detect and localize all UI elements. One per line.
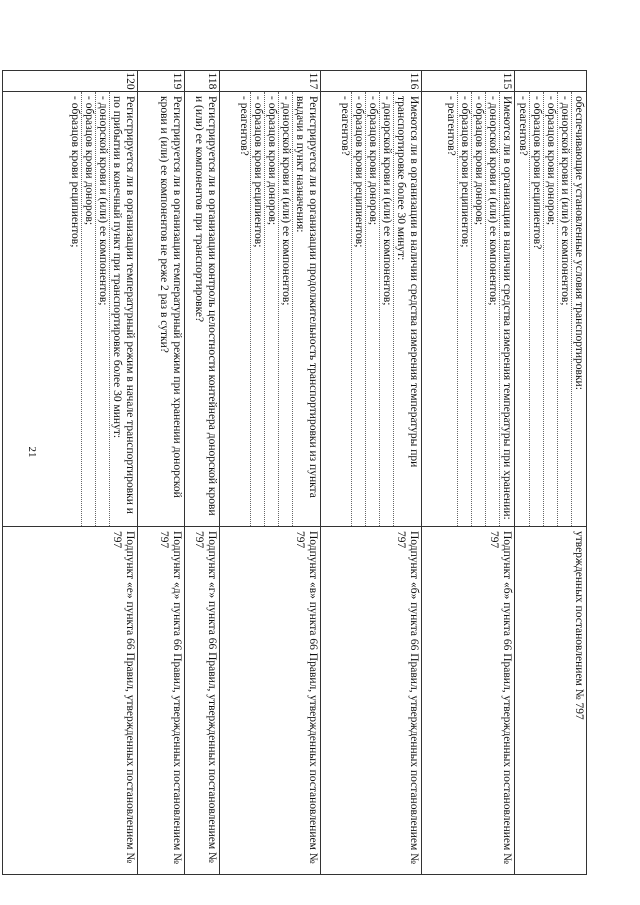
sub-item: - донорской крови и (или) ее компонентов;: [96, 92, 110, 526]
question-text: Имеются ли в организации в наличии средства измерения температуры при транспортировке более 30 минут:: [395, 96, 420, 468]
sub-item: - донорской крови и (или) ее компонентов;: [486, 92, 500, 526]
legal-basis-cell: Подпункт «д» пункта 66 Правил, утвержденных постановлением № 797: [138, 527, 185, 875]
table-row: [515, 71, 587, 875]
page-number: 21: [26, 446, 38, 458]
sub-item: - образцов крови реципиентов;: [251, 92, 265, 526]
table-row: [220, 71, 321, 875]
table-row: [185, 71, 220, 875]
sub-item: - донорской крови и (или) ее компонентов;: [380, 92, 394, 526]
sub-item: - образцов крови доноров;: [366, 92, 380, 526]
sub-item: - реагентов?: [338, 92, 352, 526]
question-cell: [220, 92, 321, 527]
sub-item: - образцов крови доноров;: [544, 92, 558, 526]
question-text: Регистрируется ли в организации контроль целостности контейнера донорской крови и (или) ее компонентов при транспортировке?: [193, 96, 218, 516]
checklist-table-body: [3, 71, 587, 875]
sub-item: - донорской крови и (или) ее компонентов;: [279, 92, 293, 526]
question-cell: [321, 92, 422, 527]
sub-item: - реагентов?: [237, 92, 251, 526]
row-number-cell: 117: [220, 71, 321, 92]
sub-item: - образцов крови реципиентов;: [352, 92, 366, 526]
table-row: [321, 71, 422, 875]
legal-basis-cell: Подпункт «б» пункта 66 Правил, утвержденных постановлением № 797: [422, 527, 515, 875]
sub-item: - образцов крови доноров;: [82, 92, 96, 526]
sub-item: - образцов крови реципиентов?: [530, 92, 544, 526]
question-cell: [138, 92, 185, 527]
legal-basis-cell: Подпункт «е» пункта 66 Правил, утвержденных постановлением № 797: [3, 527, 138, 875]
sub-item: - реагентов?: [516, 92, 530, 526]
question-text: Имеются ли в организации в наличии средства измерения температуры при хранении:: [501, 96, 513, 520]
row-number-cell: 118: [185, 71, 220, 92]
sub-item: - донорской крови и (или) ее компонентов;: [558, 92, 572, 526]
legal-basis-cell: утвержденных постановлением № 797: [515, 527, 587, 875]
checklist-table: [2, 70, 587, 875]
row-number-cell: 115: [422, 71, 515, 92]
row-number-cell: 120: [3, 71, 138, 92]
sub-item: - образцов крови доноров;: [265, 92, 279, 526]
row-number-cell: 116: [321, 71, 422, 92]
question-text: Регистрируется ли в организации продолжительность транспортировки из пункта выдачи в пункт назначения:: [294, 96, 319, 498]
row-number-cell: 119: [138, 71, 185, 92]
sub-item: - образцов крови доноров;: [472, 92, 486, 526]
legal-basis-cell: Подпункт «б» пункта 66 Правил, утвержденных постановлением № 797: [321, 527, 422, 875]
sub-item: - образцов крови реципиентов;: [458, 92, 472, 526]
row-number-cell: [515, 71, 587, 92]
sub-item: - реагентов?: [444, 92, 458, 526]
question-cell: [422, 92, 515, 527]
table-row: [138, 71, 185, 875]
table-row: [3, 71, 138, 875]
sub-item: - образцов крови реципиентов;: [68, 92, 82, 526]
question-cell: [3, 92, 138, 527]
legal-basis-cell: Подпункт «в» пункта 66 Правил, утвержденных постановлением № 797: [220, 527, 321, 875]
legal-basis-cell: Подпункт «г» пункта 66 Правил, утвержденных постановлением № 797: [185, 527, 220, 875]
question-text: Регистрируется ли в организации температурный режим в начале транспортировки и по прибытии в конечный пункт при транспортировке более 30 минут:: [111, 96, 136, 514]
question-text: обеспечивающие установленные условия транспортировки:: [573, 96, 585, 390]
rotated-page-content: [27, 70, 587, 875]
question-cell: [185, 92, 220, 527]
table-row: [422, 71, 515, 875]
question-text: Регистрируется ли в организации температурный режим при хранении донорской крови и (или) ее компонентов не реже 2 раз в сутки?: [158, 96, 183, 498]
question-cell: [515, 92, 587, 527]
